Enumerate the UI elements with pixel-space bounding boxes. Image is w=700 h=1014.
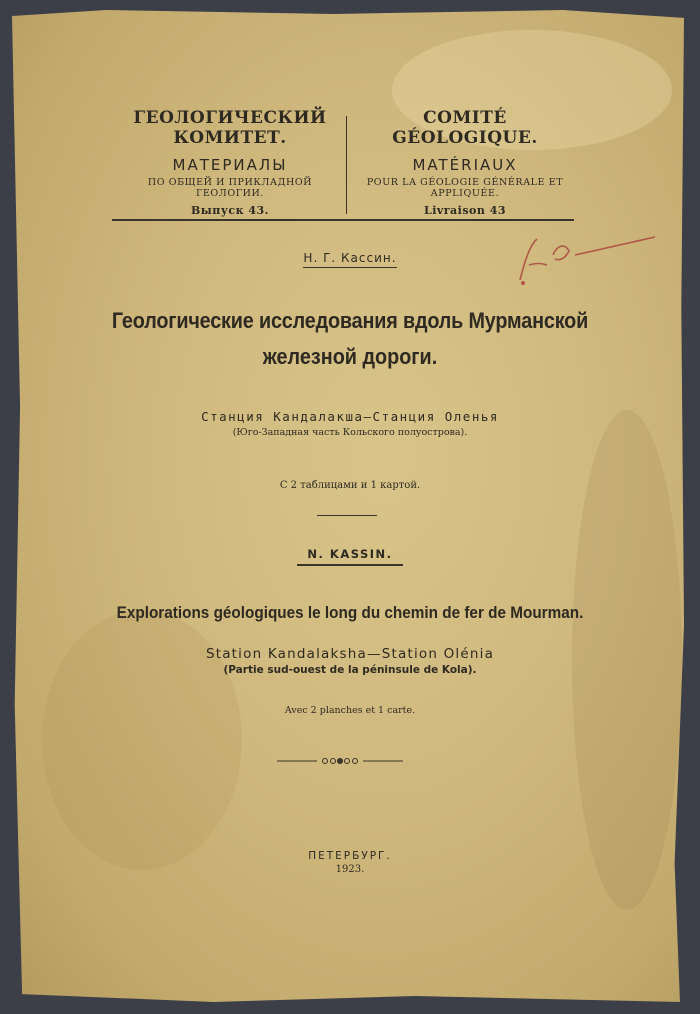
ornament <box>275 754 405 768</box>
russian-route-block <box>90 409 610 438</box>
header-left-subtitle: ПО ОБЩЕЙ И ПРИКЛАДНОЙ ГЕОЛОГИИ. <box>147 177 313 199</box>
russian-author-block <box>250 247 450 266</box>
french-author: N. KASSIN. <box>297 547 402 566</box>
french-supplement: Avec 2 planches et 1 carte. <box>284 705 416 716</box>
russian-title-line2: железной дороги. <box>262 344 438 369</box>
short-rule <box>317 515 377 516</box>
header-left-org: ГЕОЛОГИЧЕСКИЙ КОМИТЕТ. <box>133 108 327 148</box>
french-region: (Partie sud-ouest de la péninsule de Kola). <box>223 664 477 676</box>
russian-title-line1: Геологические исследования вдоль Мурманской <box>111 308 589 333</box>
header-right-series: MATÉRIAUX <box>412 156 518 174</box>
french-author-block <box>250 543 450 562</box>
header-right <box>350 108 580 217</box>
russian-title <box>60 308 640 370</box>
header-right-issue: Livraison 43 <box>423 204 507 217</box>
imprint-year: 1923. <box>335 864 365 875</box>
header-right-subtitle: POUR LA GÉOLOGIE GÉNÉRALE ET APPLIQUÉE. <box>366 177 564 199</box>
imprint <box>250 850 450 875</box>
russian-region: (Юго-Западная часть Кольского полуострова). <box>232 427 468 438</box>
french-title: Explorations géologiques le long du chemin de fer de Mourman. <box>116 603 584 622</box>
russian-supplement: С 2 таблицами и 1 картой. <box>279 480 421 491</box>
pencil-signature <box>505 225 675 295</box>
header-left-issue: Выпуск 43. <box>190 204 270 217</box>
french-route-block <box>90 646 610 676</box>
russian-author: Н. Г. Кассин. <box>303 251 396 268</box>
french-route: Station Kandalaksha—Station Olénia <box>205 646 495 662</box>
header-rule <box>112 219 574 221</box>
header-right-org: COMITÉ GÉOLOGIQUE. <box>392 108 538 148</box>
russian-route: Станция Кандалакша—Станция Оленья <box>201 409 499 424</box>
imprint-city: ПЕТЕРБУРГ. <box>308 850 392 862</box>
header-divider <box>346 116 347 214</box>
header-left <box>115 108 345 217</box>
header-left-series: МАТЕРИАЛЫ <box>172 156 288 174</box>
